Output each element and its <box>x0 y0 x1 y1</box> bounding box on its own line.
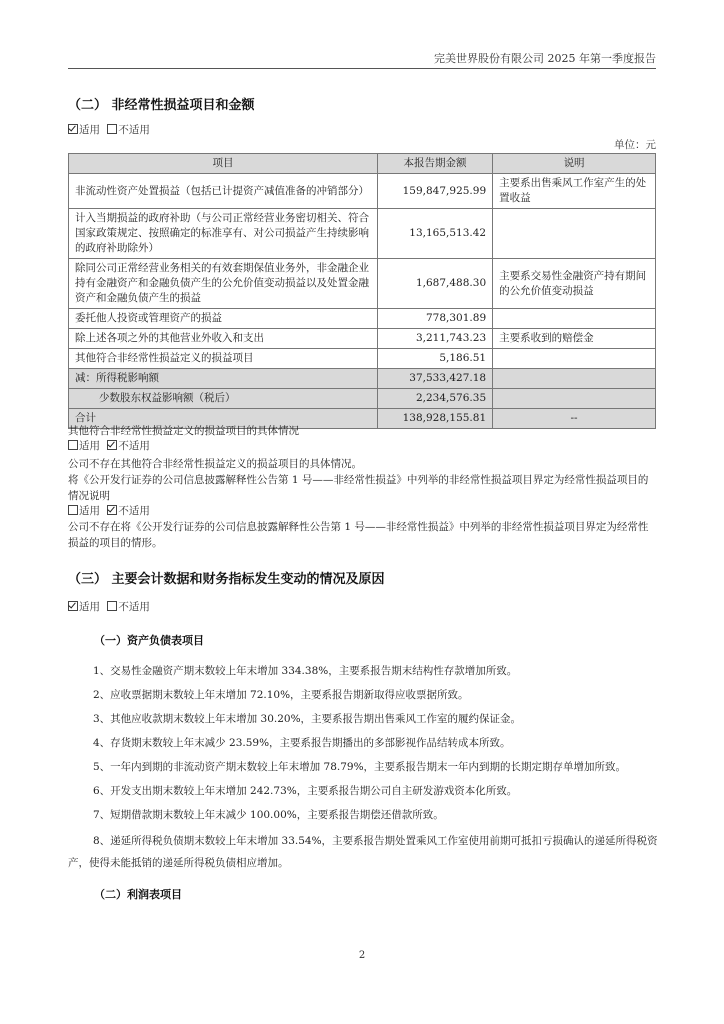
unchecked-checkbox-icon <box>68 505 78 515</box>
non-recurring-items-table <box>68 153 656 429</box>
row-note: -- <box>493 409 656 429</box>
row-note: 主要系交易性金融资产持有期间的公允价值变动损益 <box>493 259 656 309</box>
applicable-label: 适用 <box>79 124 100 136</box>
header-note: 说明 <box>493 154 656 174</box>
checked-checkbox-icon <box>107 505 117 515</box>
table-row <box>69 309 656 329</box>
table-row <box>69 259 656 309</box>
list-item: 5、一年内到期的非流动资产期末数较上年末增加 78.79%，主要系报告期末一年内到期的长期定期存单增加所致。 <box>93 761 627 773</box>
row-amount: 159,847,925.99 <box>377 174 492 209</box>
other-items-text: 公司不存在其他符合非经常性损益定义的损益项目的具体情况。 <box>68 458 362 470</box>
row-item: 计入当期损益的政府补助（与公司正常经营业务密切相关、符合国家政策规定、按照确定的标准享有、对公司损益产生持续影响的政府补助除外） <box>69 209 378 259</box>
section-3-title: （三） 主要会计数据和财务指标发生变动的情况及原因 <box>68 572 385 587</box>
list-item: 8、递延所得税负债期末数较上年末增加 33.54%，主要系报告期处置乘风工作室使用前期可抵扣亏损确认的递延所得税资产，使得未能抵销的递延所得税负债相应增加。 <box>68 835 658 869</box>
row-amount: 13,165,513.42 <box>377 209 492 259</box>
checked-checkbox-icon <box>107 440 117 450</box>
row-amount: 2,234,576.35 <box>377 389 492 409</box>
section-3-applicability <box>68 600 150 615</box>
definition-text: 将《公开发行证券的公司信息披露解释性公告第 1 号——非经常性损益》中列举的非经常性损益项目界定为经常性损益项目的情况说明 <box>68 474 649 502</box>
row-amount: 778,301.89 <box>377 309 492 329</box>
row-item: 除上述各项之外的其他营业外收入和支出 <box>69 329 378 349</box>
table-row-minority <box>69 389 656 409</box>
income-statement-subtitle: （二）利润表项目 <box>94 888 182 901</box>
not-applicable-label: 不适用 <box>118 124 150 136</box>
section-2-title: （二） 非经常性损益项目和金额 <box>68 98 255 113</box>
checked-checkbox-icon <box>68 124 78 134</box>
running-header: 完美世界股份有限公司 2025 年第一季度报告 <box>434 52 656 65</box>
row-item: 除同公司正常经营业务相关的有效套期保值业务外，非金融企业持有金融资产和金融负债产生的公允价值变动损益以及处置金融资产和金融负债产生的损益 <box>69 259 378 309</box>
row-note <box>493 389 656 409</box>
definition-conclusion: 公司不存在将《公开发行证券的公司信息披露解释性公告第 1 号——非经常性损益》中列举的非经常性损益项目界定为经常性损益的项目的情形。 <box>68 521 649 549</box>
table-header-row <box>69 154 656 174</box>
unchecked-checkbox-icon <box>107 601 117 611</box>
row-note <box>493 369 656 389</box>
checked-checkbox-icon <box>68 601 78 611</box>
header-amount: 本报告期金额 <box>377 154 492 174</box>
header-item: 项目 <box>69 154 378 174</box>
row-amount: 1,687,488.30 <box>377 259 492 309</box>
applicable-label: 适用 <box>79 505 100 517</box>
balance-sheet-subtitle: （一）资产负债表项目 <box>94 634 204 647</box>
table-row <box>69 329 656 349</box>
unit-label: 单位：元 <box>614 139 656 151</box>
section-2-applicability <box>68 123 150 138</box>
list-item: 3、其他应收款期末数较上年末增加 30.20%，主要系报告期出售乘风工作室的履约保证金。 <box>93 713 522 725</box>
unchecked-checkbox-icon <box>107 124 117 134</box>
definition-applicability <box>68 504 150 519</box>
header-rule <box>68 68 656 69</box>
unchecked-checkbox-icon <box>68 440 78 450</box>
list-item: 4、存货期末数较上年末减少 23.59%，主要系报告期播出的多部影视作品结转成本所致。 <box>93 737 511 749</box>
row-item: 非流动性资产处置损益（包括已计提资产减值准备的冲销部分） <box>69 174 378 209</box>
row-note <box>493 349 656 369</box>
table-row <box>69 349 656 369</box>
table-row <box>69 209 656 259</box>
row-amount: 5,186.51 <box>377 349 492 369</box>
other-items-applicability <box>68 439 150 454</box>
page-number: 2 <box>358 950 366 961</box>
row-amount: 3,211,743.23 <box>377 329 492 349</box>
other-items-title: 其他符合非经常性损益定义的损益项目的具体情况 <box>68 425 299 437</box>
not-applicable-label: 不适用 <box>118 505 150 517</box>
row-item: 合计 <box>69 409 378 429</box>
applicable-label: 适用 <box>79 601 100 613</box>
table-row <box>69 174 656 209</box>
row-note: 主要系出售乘风工作室产生的处置收益 <box>493 174 656 209</box>
row-amount: 37,533,427.18 <box>377 369 492 389</box>
not-applicable-label: 不适用 <box>118 440 150 452</box>
row-item: 少数股东权益影响额（税后） <box>69 389 378 409</box>
row-note: 主要系收到的赔偿金 <box>493 329 656 349</box>
list-item: 1、交易性金融资产期末数较上年末增加 334.38%，主要系报告期末结构性存款增加所致。 <box>93 665 518 677</box>
not-applicable-label: 不适用 <box>118 601 150 613</box>
row-item: 其他符合非经常性损益定义的损益项目 <box>69 349 378 369</box>
list-item: 2、应收票据期末数较上年末增加 72.10%，主要系报告期新取得应收票据所致。 <box>93 689 469 701</box>
list-item: 7、短期借款期末数较上年末减少 100.00%，主要系报告期偿还借款所致。 <box>93 809 444 821</box>
row-note <box>493 209 656 259</box>
table-row-tax <box>69 369 656 389</box>
row-item: 委托他人投资或管理资产的损益 <box>69 309 378 329</box>
list-item: 6、开发支出期末数较上年末增加 242.73%，主要系报告期公司自主研发游戏资本化所致。 <box>93 785 518 797</box>
applicable-label: 适用 <box>79 440 100 452</box>
row-item: 减：所得税影响额 <box>69 369 378 389</box>
row-note <box>493 309 656 329</box>
row-amount: 138,928,155.81 <box>377 409 492 429</box>
